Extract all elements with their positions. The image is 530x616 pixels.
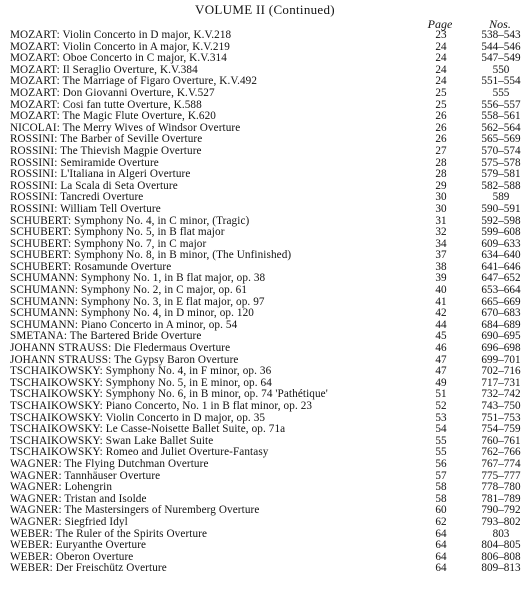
entry-page: 29: [435, 179, 447, 192]
entry-numbers: 551–554: [481, 75, 521, 88]
entry-numbers: 562–564: [481, 121, 521, 134]
entry-page: 64: [435, 550, 447, 563]
entry-composer: SMETANA: [10, 330, 64, 343]
entry-composer: ROSSINI: [10, 191, 55, 204]
entry-composer-and-work: TSCHAIKOWSKY: Symphony No. 6, in B minor, op. 74 'Pathétique': [10, 388, 328, 401]
entry-composer-and-work: WAGNER: The Flying Dutchman Overture: [10, 457, 209, 470]
entry-page: 46: [435, 342, 447, 355]
entry-work: Piano Concerto in A minor, op. 54: [80, 318, 238, 331]
entry-work: Symphony No. 6, in B minor, op. 74 'Pathétique': [105, 388, 328, 401]
entry-work: Il Seraglio Overture, K.V.384: [62, 63, 198, 76]
entry-work: Tancredi Overture: [60, 191, 144, 204]
entry-composer-and-work: MOZART: Violin Concerto in D major, K.V.218: [10, 29, 232, 41]
entry-page: 24: [435, 40, 447, 53]
entry-composer-and-work: TSCHAIKOWSKY: Piano Concerto, No. 1 in B flat minor, op. 23: [10, 400, 313, 412]
entry-composer: WAGNER: [10, 504, 59, 517]
entry-composer-and-work: WEBER: The Ruler of the Spirits Overture: [10, 527, 208, 540]
entry-composer: NICOLAI: [10, 121, 57, 134]
entry-composer: WEBER: [10, 527, 50, 540]
entry-composer: WAGNER: [10, 469, 59, 482]
entry-composer: SCHUBERT: [10, 249, 69, 262]
entry-work: Symphony No. 4, in D minor, op. 120: [80, 307, 254, 320]
entry-numbers: 634–640: [481, 249, 521, 262]
entry-page: 38: [435, 260, 447, 273]
entry-work: The Merry Wives of Windsor Overture: [62, 121, 241, 134]
entry-numbers: 589: [492, 191, 510, 204]
entry-composer: TSCHAIKOWSKY: [10, 423, 100, 436]
entry-work: Symphony No. 4, in F minor, op. 36: [105, 365, 272, 378]
entry-composer: MOZART: [10, 110, 57, 123]
entry-work: The Bartered Bride Overture: [69, 330, 202, 343]
entry-page: 26: [435, 133, 447, 146]
entry-composer: TSCHAIKOWSKY: [10, 376, 100, 389]
nos-column-header: Nos.: [489, 17, 511, 31]
entry-composer-and-work: SMETANA: The Bartered Bride Overture: [10, 330, 202, 343]
entry-composer: SCHUMANN: [10, 307, 75, 320]
entry-page: 24: [435, 52, 447, 65]
entry-numbers: 555: [492, 86, 510, 99]
entry-work: Piano Concerto, No. 1 in B flat minor, op. 23: [105, 400, 313, 412]
entry-composer: ROSSINI: [10, 133, 55, 146]
entry-numbers: 809–813: [481, 562, 521, 575]
entry-work: Rosamunde Overture: [74, 260, 172, 273]
entry-composer: SCHUBERT: [10, 214, 69, 227]
entry-numbers: 803: [492, 527, 510, 540]
entry-page: 28: [435, 168, 447, 181]
entry-numbers: 570–574: [481, 144, 521, 157]
entry-composer: MOZART: [10, 29, 57, 41]
entry-numbers: 609–633: [481, 237, 521, 250]
entry-work: Symphony No. 4, in C minor, (Tragic): [74, 214, 250, 227]
entry-composer: JOHANN STRAUSS: [10, 353, 109, 366]
entry-page: 32: [435, 226, 447, 239]
entry-work: The Thievish Magpie Overture: [60, 144, 202, 157]
entry-numbers: 653–664: [481, 284, 521, 297]
entry-work: The Flying Dutchman Overture: [64, 457, 209, 470]
entry-composer-and-work: ROSSINI: L'Italiana in Algeri Overture: [10, 168, 191, 181]
entry-work: Oboe Concerto in C major, K.V.314: [62, 52, 227, 65]
entry-composer: WAGNER: [10, 492, 59, 505]
entry-composer: MOZART: [10, 86, 57, 99]
entry-work: Violin Concerto in D major, op. 35: [105, 411, 266, 424]
entry-page: 58: [435, 481, 447, 494]
entry-page: 37: [435, 249, 447, 262]
entry-work: L'Italiana in Algeri Overture: [60, 168, 191, 181]
entry-numbers: 699–701: [481, 353, 521, 366]
entry-composer-and-work: ROSSINI: Tancredi Overture: [10, 191, 144, 204]
entry-composer-and-work: NICOLAI: The Merry Wives of Windsor Overture: [10, 121, 241, 134]
entry-composer-and-work: ROSSINI: The Barber of Seville Overture: [10, 133, 203, 146]
entry-composer: SCHUBERT: [10, 226, 69, 239]
entry-composer-and-work: SCHUBERT: Symphony No. 5, in B flat major: [10, 226, 225, 239]
entry-composer-and-work: SCHUBERT: Symphony No. 4, in C minor, (Tragic): [10, 214, 250, 227]
entry-page: 64: [435, 562, 447, 575]
entry-composer-and-work: SCHUMANN: Symphony No. 2, in C major, op. 61: [10, 284, 248, 297]
entry-numbers: 550: [492, 63, 510, 76]
entry-page: 34: [435, 237, 447, 250]
entry-work: Don Giovanni Overture, K.V.527: [62, 86, 215, 99]
entry-composer-and-work: TSCHAIKOWSKY: Symphony No. 5, in E minor, op. 64: [10, 376, 272, 389]
entry-page: 27: [435, 144, 447, 157]
entry-composer-and-work: SCHUMANN: Symphony No. 1, in B flat major, op. 38: [10, 272, 266, 285]
entry-numbers: 793–802: [481, 515, 521, 528]
entry-page: 56: [435, 457, 447, 470]
entry-composer: TSCHAIKOWSKY: [10, 388, 100, 401]
entry-numbers: 762–766: [481, 446, 521, 459]
entry-numbers: 565–569: [481, 133, 521, 146]
entry-work: Violin Concerto in D major, K.V.218: [62, 29, 232, 41]
entry-work: Siegfried Idyl: [64, 515, 128, 528]
entry-composer: ROSSINI: [10, 156, 55, 169]
entry-page: 26: [435, 110, 447, 123]
entry-page: 47: [435, 353, 447, 366]
entry-numbers: 670–683: [481, 307, 521, 320]
entry-work: Le Casse-Noisette Ballet Suite, op. 71a: [105, 423, 286, 436]
entry-numbers: 641–646: [481, 260, 521, 273]
entry-composer-and-work: ROSSINI: La Scala di Seta Overture: [10, 179, 178, 192]
entry-composer: WEBER: [10, 550, 50, 563]
entry-page: 62: [435, 515, 447, 528]
entry-composer: MOZART: [10, 98, 57, 111]
entry-numbers: 754–759: [481, 423, 521, 436]
entry-composer-and-work: WAGNER: Lohengrin: [10, 481, 113, 494]
entry-work: Swan Lake Ballet Suite: [105, 434, 214, 447]
entry-numbers: 732–742: [481, 388, 521, 401]
entry-page: 55: [435, 446, 447, 459]
entry-composer-and-work: WAGNER: Tristan and Isolde: [10, 492, 147, 505]
entry-composer-and-work: SCHUMANN: Symphony No. 3, in E flat major, op. 97: [10, 295, 265, 308]
entry-composer-and-work: TSCHAIKOWSKY: Swan Lake Ballet Suite: [10, 434, 214, 447]
entry-composer-and-work: TSCHAIKOWSKY: Romeo and Juliet Overture-Fantasy: [10, 446, 269, 459]
entry-work: The Mastersingers of Nuremberg Overture: [64, 504, 260, 517]
entry-composer: WEBER: [10, 539, 50, 552]
entry-numbers: 767–774: [481, 457, 521, 470]
entry-work: Symphony No. 5, in B flat major: [74, 226, 225, 239]
entry-numbers: 778–780: [481, 481, 521, 494]
entry-work: Symphony No. 2, in C major, op. 61: [80, 284, 248, 297]
entry-numbers: 702–716: [481, 365, 521, 378]
entry-numbers: 806–808: [481, 550, 521, 563]
entry-numbers: 558–561: [481, 110, 521, 123]
entry-composer-and-work: ROSSINI: William Tell Overture: [10, 202, 161, 215]
entry-composer-and-work: TSCHAIKOWSKY: Le Casse-Noisette Ballet Suite, op. 71a: [10, 423, 286, 436]
entry-page: 40: [435, 284, 447, 297]
entry-work: Cosi fan tutte Overture, K.588: [62, 98, 202, 111]
entry-work: The Barber of Seville Overture: [60, 133, 203, 146]
entry-page: 25: [435, 86, 447, 99]
entry-composer: ROSSINI: [10, 168, 55, 181]
entry-work: Violin Concerto in A major, K.V.219: [62, 40, 231, 53]
entry-page: 30: [435, 191, 447, 204]
entry-work: Symphony No. 1, in B flat major, op. 38: [80, 272, 266, 285]
entry-numbers: 647–652: [481, 272, 521, 285]
entry-composer-and-work: ROSSINI: The Thievish Magpie Overture: [10, 144, 202, 157]
entry-work: The Magic Flute Overture, K.620: [62, 110, 216, 123]
entry-numbers: 547–549: [481, 52, 521, 65]
entry-numbers: 790–792: [481, 504, 521, 517]
entry-work: The Gypsy Baron Overture: [113, 353, 239, 366]
entry-composer-and-work: WAGNER: The Mastersingers of Nuremberg Overture: [10, 504, 260, 517]
entry-composer-and-work: SCHUMANN: Piano Concerto in A minor, op. 54: [10, 318, 238, 331]
entry-composer-and-work: TSCHAIKOWSKY: Symphony No. 4, in F minor, op. 36: [10, 365, 272, 378]
entry-numbers: 690–695: [481, 330, 521, 343]
entry-composer: MOZART: [10, 75, 57, 88]
entry-composer-and-work: MOZART: The Marriage of Figaro Overture, K.V.492: [10, 75, 258, 88]
entry-composer: WAGNER: [10, 481, 59, 494]
entry-numbers: 544–546: [481, 40, 521, 53]
entry-work: Symphony No. 5, in E minor, op. 64: [105, 376, 272, 389]
entry-composer: WAGNER: [10, 457, 59, 470]
entry-page: 64: [435, 539, 447, 552]
entry-page: 42: [435, 307, 447, 320]
entry-composer-and-work: WEBER: Euryanthe Overture: [10, 539, 147, 552]
entry-work: Tristan and Isolde: [64, 492, 147, 505]
entry-page: 23: [435, 29, 447, 41]
page-column-header: Page: [427, 17, 453, 31]
entry-numbers: 590–591: [481, 202, 521, 215]
entry-page: 47: [435, 365, 447, 378]
entry-composer-and-work: SCHUBERT: Symphony No. 7, in C major: [10, 237, 207, 250]
entry-composer: JOHANN STRAUSS: [10, 342, 109, 355]
entry-composer-and-work: WEBER: Der Freischütz Overture: [10, 562, 167, 575]
entry-composer: SCHUBERT: [10, 237, 69, 250]
entry-numbers: 665–669: [481, 295, 521, 308]
entry-page: 64: [435, 527, 447, 540]
entry-composer: SCHUMANN: [10, 284, 75, 297]
entry-numbers: 760–761: [481, 434, 521, 447]
entry-composer: MOZART: [10, 52, 57, 65]
entry-page: 45: [435, 330, 447, 343]
entry-page: 51: [435, 388, 447, 401]
entry-composer: WAGNER: [10, 515, 59, 528]
entry-page: 54: [435, 423, 447, 436]
entry-numbers: 556–557: [481, 98, 521, 111]
entry-page: 44: [435, 318, 447, 331]
entry-composer-and-work: MOZART: The Magic Flute Overture, K.620: [10, 110, 216, 123]
entry-work: Semiramide Overture: [60, 156, 159, 169]
entry-work: Symphony No. 3, in E flat major, op. 97: [80, 295, 265, 308]
index-entry: [0, 563, 530, 575]
entry-composer: SCHUMANN: [10, 272, 75, 285]
entry-numbers: 717–731: [481, 376, 521, 389]
entry-numbers: 696–698: [481, 342, 521, 355]
entry-composer-and-work: WEBER: Oberon Overture: [10, 550, 134, 563]
entry-numbers: 781–789: [481, 492, 521, 505]
entry-composer-and-work: MOZART: Cosi fan tutte Overture, K.588: [10, 98, 202, 111]
entry-page: 53: [435, 411, 447, 424]
entry-page: 24: [435, 63, 447, 76]
entry-page: 25: [435, 98, 447, 111]
entry-composer: TSCHAIKOWSKY: [10, 411, 100, 424]
entry-composer: ROSSINI: [10, 202, 55, 215]
entry-page: 28: [435, 156, 447, 169]
entry-work: Symphony No. 8, in B minor, (The Unfinished): [74, 249, 292, 262]
entry-work: Die Fledermaus Overture: [114, 342, 231, 355]
entry-work: The Ruler of the Spirits Overture: [55, 527, 208, 540]
entry-composer-and-work: JOHANN STRAUSS: Die Fledermaus Overture: [10, 342, 231, 355]
entry-numbers: 804–805: [481, 539, 521, 552]
entry-composer-and-work: JOHANN STRAUSS: The Gypsy Baron Overture: [10, 353, 239, 366]
entry-page: 41: [435, 295, 447, 308]
entry-work: Romeo and Juliet Overture-Fantasy: [105, 446, 269, 459]
entry-composer: ROSSINI: [10, 179, 55, 192]
entry-work: Oberon Overture: [55, 550, 134, 563]
entry-composer-and-work: MOZART: Don Giovanni Overture, K.V.527: [10, 86, 215, 99]
entry-composer: MOZART: [10, 63, 57, 76]
entry-composer: TSCHAIKOWSKY: [10, 365, 100, 378]
entry-composer: SCHUMANN: [10, 318, 75, 331]
entry-composer-and-work: MOZART: Violin Concerto in A major, K.V.219: [10, 40, 231, 53]
entry-composer-and-work: WAGNER: Siegfried Idyl: [10, 515, 128, 528]
entry-numbers: 582–588: [481, 179, 521, 192]
entry-composer-and-work: WAGNER: Tannhäuser Overture: [10, 469, 161, 482]
entry-composer-and-work: MOZART: Oboe Concerto in C major, K.V.314: [10, 52, 227, 65]
entry-work: The Marriage of Figaro Overture, K.V.492: [62, 75, 258, 88]
entry-composer: WEBER: [10, 562, 50, 575]
entry-composer: MOZART: [10, 40, 57, 53]
entry-composer: TSCHAIKOWSKY: [10, 400, 100, 412]
index-entries: [0, 30, 530, 575]
entry-numbers: 575–578: [481, 156, 521, 169]
entry-numbers: 538–543: [481, 29, 521, 41]
entry-page: 60: [435, 504, 447, 517]
entry-composer-and-work: ROSSINI: Semiramide Overture: [10, 156, 159, 169]
entry-composer: ROSSINI: [10, 144, 55, 157]
entry-numbers: 599–608: [481, 226, 521, 239]
entry-composer: TSCHAIKOWSKY: [10, 434, 100, 447]
entry-numbers: 751–753: [481, 411, 521, 424]
entry-page: 30: [435, 202, 447, 215]
entry-work: La Scala di Seta Overture: [60, 179, 178, 192]
entry-numbers: 775–777: [481, 469, 521, 482]
entry-composer-and-work: MOZART: Il Seraglio Overture, K.V.384: [10, 63, 198, 76]
entry-page: 24: [435, 75, 447, 88]
entry-composer-and-work: SCHUBERT: Rosamunde Overture: [10, 260, 172, 273]
entry-page: 31: [435, 214, 447, 227]
entry-page: 52: [435, 400, 447, 412]
entry-numbers: 684–689: [481, 318, 521, 331]
entry-composer-and-work: SCHUBERT: Symphony No. 8, in B minor, (The Unfinished): [10, 249, 292, 262]
entry-composer: SCHUMANN: [10, 295, 75, 308]
entry-page: 49: [435, 376, 447, 389]
entry-composer-and-work: TSCHAIKOWSKY: Violin Concerto in D major, op. 35: [10, 411, 266, 424]
entry-numbers: 579–581: [481, 168, 521, 181]
entry-numbers: 743–750: [481, 400, 521, 412]
entry-composer: TSCHAIKOWSKY: [10, 446, 100, 459]
entry-work: Symphony No. 7, in C major: [74, 237, 207, 250]
entry-page: 58: [435, 492, 447, 505]
entry-page: 26: [435, 121, 447, 134]
entry-work: Lohengrin: [64, 481, 113, 494]
entry-numbers: 592–598: [481, 214, 521, 227]
entry-composer-and-work: SCHUMANN: Symphony No. 4, in D minor, op. 120: [10, 307, 254, 320]
entry-work: Tannhäuser Overture: [64, 469, 161, 482]
volume-title: VOLUME II (Continued): [195, 2, 335, 17]
entry-page: 55: [435, 434, 447, 447]
entry-work: William Tell Overture: [60, 202, 161, 215]
entry-work: Der Freischütz Overture: [55, 562, 167, 575]
entry-page: 39: [435, 272, 447, 285]
entry-work: Euryanthe Overture: [55, 539, 147, 552]
entry-composer: SCHUBERT: [10, 260, 69, 273]
entry-page: 57: [435, 469, 447, 482]
